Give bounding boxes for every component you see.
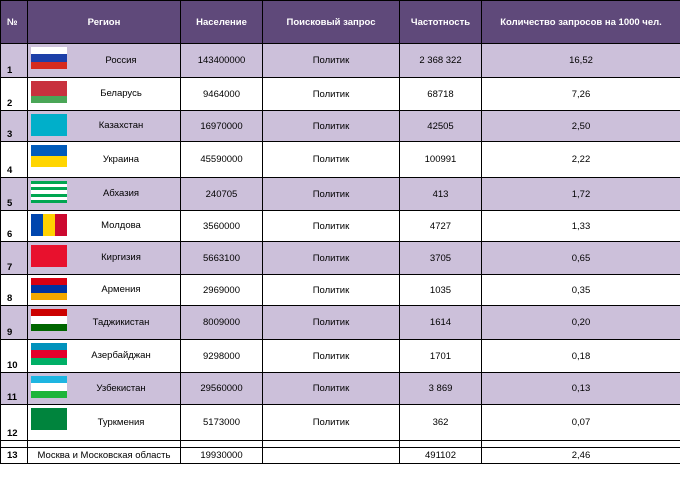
empty-cell	[181, 441, 263, 448]
frequency-cell: 362	[400, 405, 482, 441]
query-cell: Политик	[263, 373, 400, 405]
table-row	[1, 111, 680, 142]
query-cell: Политик	[263, 275, 400, 306]
query-cell: Политик	[263, 178, 400, 211]
region-name: Казахстан	[98, 120, 144, 131]
population-cell: 240705	[181, 178, 263, 211]
per1000-cell: 0,65	[482, 242, 680, 275]
population-cell: 9298000	[181, 340, 263, 373]
population-cell: 29560000	[181, 373, 263, 405]
population-cell: 9464000	[181, 78, 263, 111]
per1000-cell: 1,72	[482, 178, 680, 211]
table-row	[1, 373, 680, 405]
summary-region: Москва и Московская область	[28, 448, 181, 464]
row-number: 4	[1, 142, 28, 178]
table-row	[1, 78, 680, 111]
row-number: 12	[1, 405, 28, 441]
empty-cell	[482, 441, 680, 448]
table-row	[1, 178, 680, 211]
header-per1000: Количество запросов на 1000 чел.	[482, 1, 680, 44]
query-cell: Политик	[263, 306, 400, 340]
population-cell: 8009000	[181, 306, 263, 340]
per1000-cell: 0,35	[482, 275, 680, 306]
query-cell: Политик	[263, 242, 400, 275]
frequency-cell: 2 368 322	[400, 44, 482, 78]
frequency-cell: 42505	[400, 111, 482, 142]
table-row	[1, 405, 680, 441]
population-cell: 2969000	[181, 275, 263, 306]
ukraine-flag	[31, 145, 67, 167]
query-cell: Политик	[263, 340, 400, 373]
summary-row	[1, 448, 680, 464]
russia-flag	[31, 47, 67, 69]
abkhazia-flag	[31, 181, 67, 203]
frequency-cell: 413	[400, 178, 482, 211]
frequency-cell: 1035	[400, 275, 482, 306]
region-name: Туркмения	[97, 417, 145, 428]
population-cell: 5173000	[181, 405, 263, 441]
population-cell: 16970000	[181, 111, 263, 142]
query-cell	[263, 448, 400, 464]
per1000-cell: 2,50	[482, 111, 680, 142]
kazakhstan-flag	[31, 114, 67, 136]
query-cell: Политик	[263, 78, 400, 111]
per1000-cell: 0,13	[482, 373, 680, 405]
row-number: 6	[1, 211, 28, 242]
table-row	[1, 340, 680, 373]
region-cell	[28, 78, 181, 111]
frequency-cell: 68718	[400, 78, 482, 111]
armenia-flag	[31, 278, 67, 300]
per1000-cell: 0,18	[482, 340, 680, 373]
population-cell: 3560000	[181, 211, 263, 242]
population-cell: 5663100	[181, 242, 263, 275]
region-name: Таджикистан	[92, 317, 150, 328]
population-cell: 45590000	[181, 142, 263, 178]
region-cell	[28, 405, 181, 441]
row-number: 2	[1, 78, 28, 111]
region-name: Киргизия	[101, 252, 141, 263]
population-cell: 19930000	[181, 448, 263, 464]
header-row	[1, 1, 680, 44]
per1000-cell: 7,26	[482, 78, 680, 111]
frequency-cell: 4727	[400, 211, 482, 242]
per1000-cell: 0,20	[482, 306, 680, 340]
query-cell: Политик	[263, 142, 400, 178]
frequency-cell: 3705	[400, 242, 482, 275]
per1000-cell: 2,22	[482, 142, 680, 178]
azerbaijan-flag	[31, 343, 67, 365]
frequency-cell: 491102	[400, 448, 482, 464]
query-cell: Политик	[263, 111, 400, 142]
separator-row	[1, 441, 680, 448]
region-cell	[28, 275, 181, 306]
tajikistan-flag	[31, 309, 67, 331]
query-cell: Политик	[263, 44, 400, 78]
table-row	[1, 275, 680, 306]
frequency-cell: 1614	[400, 306, 482, 340]
table-row	[1, 242, 680, 275]
row-number: 11	[1, 373, 28, 405]
empty-cell	[28, 441, 181, 448]
query-cell: Политик	[263, 211, 400, 242]
region-name: Россия	[105, 55, 137, 66]
frequency-cell: 3 869	[400, 373, 482, 405]
table-row	[1, 211, 680, 242]
region-name: Молдова	[101, 220, 141, 231]
row-number: 7	[1, 242, 28, 275]
table-row	[1, 306, 680, 340]
region-name: Армения	[101, 284, 141, 295]
population-cell: 143400000	[181, 44, 263, 78]
kyrgyzstan-flag	[31, 245, 67, 267]
region-name: Абхазия	[102, 188, 140, 199]
turkmenistan-flag	[31, 408, 67, 430]
row-number: 1	[1, 44, 28, 78]
per1000-cell: 1,33	[482, 211, 680, 242]
per1000-cell: 0,07	[482, 405, 680, 441]
region-cell	[28, 142, 181, 178]
empty-cell	[400, 441, 482, 448]
row-number: 13	[1, 448, 28, 464]
row-number: 9	[1, 306, 28, 340]
per1000-cell: 16,52	[482, 44, 680, 78]
region-cell	[28, 178, 181, 211]
header-num: №	[1, 1, 28, 44]
region-cell	[28, 306, 181, 340]
header-frequency: Частотность	[400, 1, 482, 44]
region-name: Беларусь	[100, 88, 142, 99]
belarus-flag	[31, 81, 67, 103]
frequency-cell: 100991	[400, 142, 482, 178]
region-name: Азербайджан	[91, 350, 151, 361]
region-name: Узбекистан	[96, 383, 146, 394]
empty-cell	[1, 441, 28, 448]
row-number: 5	[1, 178, 28, 211]
region-name: Украина	[102, 154, 140, 165]
header-population: Население	[181, 1, 263, 44]
per1000-cell: 2,46	[482, 448, 680, 464]
frequency-cell: 1701	[400, 340, 482, 373]
moldova-flag	[31, 214, 67, 236]
table-row	[1, 44, 680, 78]
region-cell	[28, 340, 181, 373]
region-cell	[28, 373, 181, 405]
header-region: Регион	[28, 1, 181, 44]
region-cell	[28, 211, 181, 242]
row-number: 10	[1, 340, 28, 373]
uzbekistan-flag	[31, 376, 67, 398]
region-cell	[28, 242, 181, 275]
region-cell	[28, 44, 181, 78]
region-cell	[28, 111, 181, 142]
header-query: Поисковый запрос	[263, 1, 400, 44]
row-number: 3	[1, 111, 28, 142]
table-row	[1, 142, 680, 178]
empty-cell	[263, 441, 400, 448]
row-number: 8	[1, 275, 28, 306]
query-cell: Политик	[263, 405, 400, 441]
